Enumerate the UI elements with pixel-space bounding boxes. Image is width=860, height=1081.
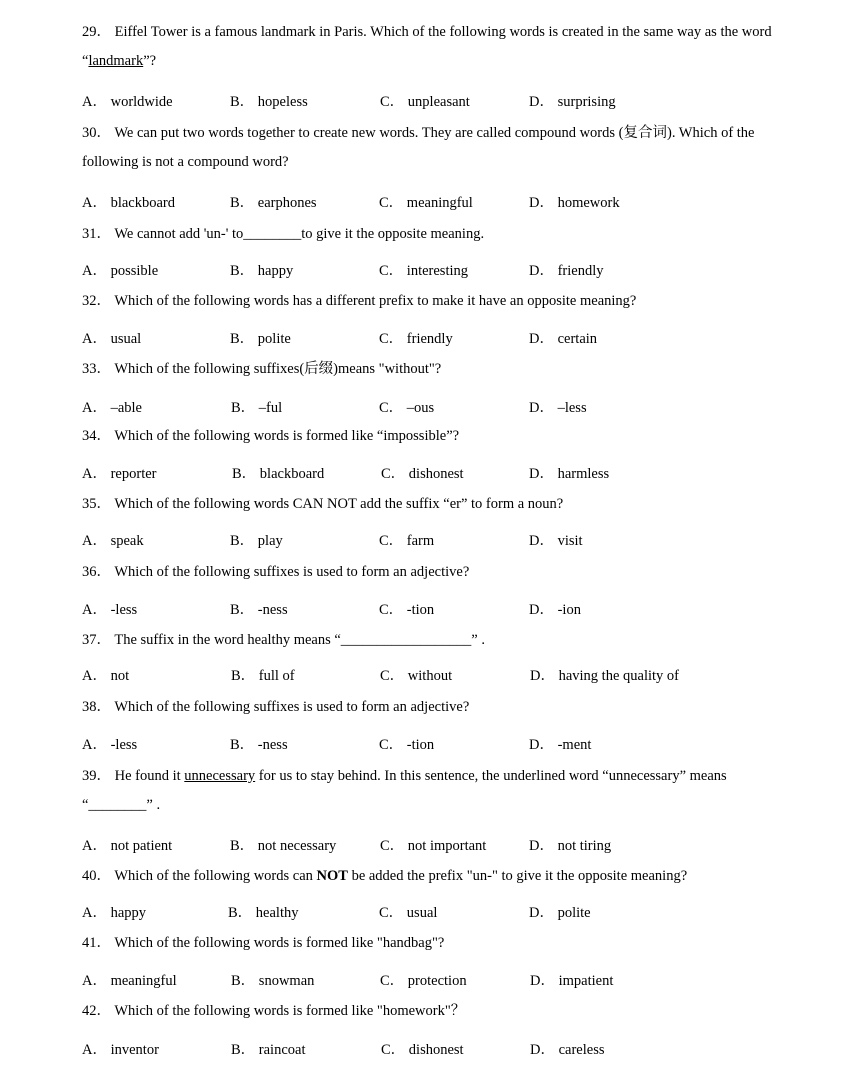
option-b[interactable]: B． hopeless <box>230 94 308 110</box>
question-37 <box>82 626 782 655</box>
option-a[interactable]: A． -less <box>82 737 138 753</box>
question-29 <box>82 18 782 76</box>
options-41 <box>82 969 782 989</box>
options-37 <box>82 664 782 684</box>
option-d[interactable]: D． careless <box>530 1042 605 1058</box>
option-b[interactable]: B． raincoat <box>231 1042 306 1058</box>
question-31 <box>82 220 782 249</box>
option-c[interactable]: C． -tion <box>379 602 435 618</box>
option-c[interactable]: C． interesting <box>379 263 469 279</box>
question-text: 42． Which of the following words is formed like "homework"？ <box>82 1003 466 1019</box>
option-c[interactable]: C． -tion <box>379 737 435 753</box>
options-40 <box>82 901 782 921</box>
option-a[interactable]: A． inventor <box>82 1042 159 1058</box>
question-36 <box>82 558 782 587</box>
option-b[interactable]: B． -ness <box>230 602 288 618</box>
question-text: 40． Which of the following words can <box>82 868 317 884</box>
option-d[interactable]: D． harmless <box>529 466 610 482</box>
option-d[interactable]: D． –less <box>529 400 587 416</box>
option-a[interactable]: A． -less <box>82 602 138 618</box>
option-a[interactable]: A． happy <box>82 905 147 921</box>
question-text: 31． We cannot add 'un-' to________to give it the opposite meaning. <box>82 226 485 242</box>
question-42 <box>82 997 782 1026</box>
question-40 <box>82 862 782 891</box>
options-42 <box>82 1038 782 1058</box>
option-b[interactable]: B． play <box>230 533 283 549</box>
option-c[interactable]: C． not important <box>380 838 487 854</box>
option-b[interactable]: B． happy <box>230 263 294 279</box>
underlined-word: landmark <box>88 53 144 69</box>
question-38 <box>82 693 782 722</box>
option-c[interactable]: C． friendly <box>379 331 453 347</box>
option-b[interactable]: B． -ness <box>230 737 288 753</box>
option-a[interactable]: A． not patient <box>82 838 173 854</box>
question-text: 30． We can put two words together to create new words. They are called compound words (复合词). Which of the following is not a compound word? <box>82 125 755 170</box>
option-c[interactable]: C． unpleasant <box>380 94 470 110</box>
question-text: 29． Eiffel Tower is a famous landmark in Paris. Which of the following words is created in the same way as the word “ <box>82 24 772 69</box>
options-32 <box>82 327 782 347</box>
question-text: be added the prefix "un-" to give it the opposite meaning? <box>347 868 688 884</box>
option-d[interactable]: D． friendly <box>529 263 604 279</box>
option-b[interactable]: B． polite <box>230 331 291 347</box>
option-d[interactable]: D． certain <box>529 331 598 347</box>
option-a[interactable]: A． worldwide <box>82 94 173 110</box>
option-c[interactable]: C． meaningful <box>379 195 473 211</box>
question-41 <box>82 929 782 958</box>
option-a[interactable]: A． blackboard <box>82 195 176 211</box>
option-c[interactable]: C． protection <box>380 973 467 989</box>
question-39 <box>82 762 782 820</box>
options-38 <box>82 733 782 753</box>
option-a[interactable]: A． usual <box>82 331 142 347</box>
options-30 <box>82 191 782 211</box>
question-32 <box>82 287 782 316</box>
option-c[interactable]: C． dishonest <box>381 466 464 482</box>
option-a[interactable]: A． meaningful <box>82 973 177 989</box>
question-text: for us to stay behind. In this sentence, the underlined word “unnecessary” means “________” . <box>82 768 727 813</box>
option-c[interactable]: C． without <box>380 668 453 684</box>
option-d[interactable]: D． having the quality of <box>530 668 680 684</box>
option-d[interactable]: D． polite <box>529 905 591 921</box>
question-text: 32． Which of the following words has a different prefix to make it have an opposite meaning? <box>82 293 637 309</box>
option-c[interactable]: C． farm <box>379 533 435 549</box>
option-d[interactable]: D． -ment <box>529 737 592 753</box>
options-35 <box>82 529 782 549</box>
option-c[interactable]: C． usual <box>379 905 438 921</box>
option-b[interactable]: B． full of <box>231 668 295 684</box>
question-33 <box>82 355 782 384</box>
options-31 <box>82 259 782 279</box>
option-d[interactable]: D． -ion <box>529 602 581 618</box>
option-a[interactable]: A． speak <box>82 533 144 549</box>
option-d[interactable]: D． surprising <box>529 94 616 110</box>
options-29 <box>82 90 782 110</box>
option-d[interactable]: D． impatient <box>530 973 614 989</box>
question-text: 38． Which of the following suffixes is used to form an adjective? <box>82 699 470 715</box>
options-33 <box>82 396 782 416</box>
option-c[interactable]: C． –ous <box>379 400 435 416</box>
bold-word: NOT <box>316 868 348 884</box>
options-36 <box>82 598 782 618</box>
option-a[interactable]: A． reporter <box>82 466 157 482</box>
option-b[interactable]: B． –ful <box>231 400 283 416</box>
option-b[interactable]: B． healthy <box>228 905 299 921</box>
option-a[interactable]: A． –able <box>82 400 142 416</box>
underlined-word: unnecessary <box>184 768 256 784</box>
option-a[interactable]: A． not <box>82 668 130 684</box>
question-text: 36． Which of the following suffixes is used to form an adjective? <box>82 564 470 580</box>
option-a[interactable]: A． possible <box>82 263 159 279</box>
option-b[interactable]: B． snowman <box>231 973 315 989</box>
option-b[interactable]: B． blackboard <box>232 466 325 482</box>
question-text: 39． He found it <box>82 768 185 784</box>
option-d[interactable]: D． homework <box>529 195 620 211</box>
question-text: 35． Which of the following words CAN NOT add the suffix “er” to form a noun? <box>82 496 564 512</box>
option-b[interactable]: B． earphones <box>230 195 317 211</box>
question-35 <box>82 490 782 519</box>
option-c[interactable]: C． dishonest <box>381 1042 464 1058</box>
question-30 <box>82 119 782 177</box>
option-d[interactable]: D． not tiring <box>529 838 612 854</box>
option-b[interactable]: B． not necessary <box>230 838 337 854</box>
option-d[interactable]: D． visit <box>529 533 583 549</box>
question-text: 41． Which of the following words is formed like "handbag"? <box>82 935 445 951</box>
question-text: 34． Which of the following words is formed like “impossible”? <box>82 428 460 444</box>
question-34 <box>82 422 782 451</box>
question-text: 37． The suffix in the word healthy means “__________________” . <box>82 632 485 648</box>
question-text: 33． Which of the following suffixes(后缀)means "without"? <box>82 361 442 377</box>
options-34 <box>82 462 782 482</box>
options-39 <box>82 834 782 854</box>
question-text: ”? <box>143 53 157 69</box>
